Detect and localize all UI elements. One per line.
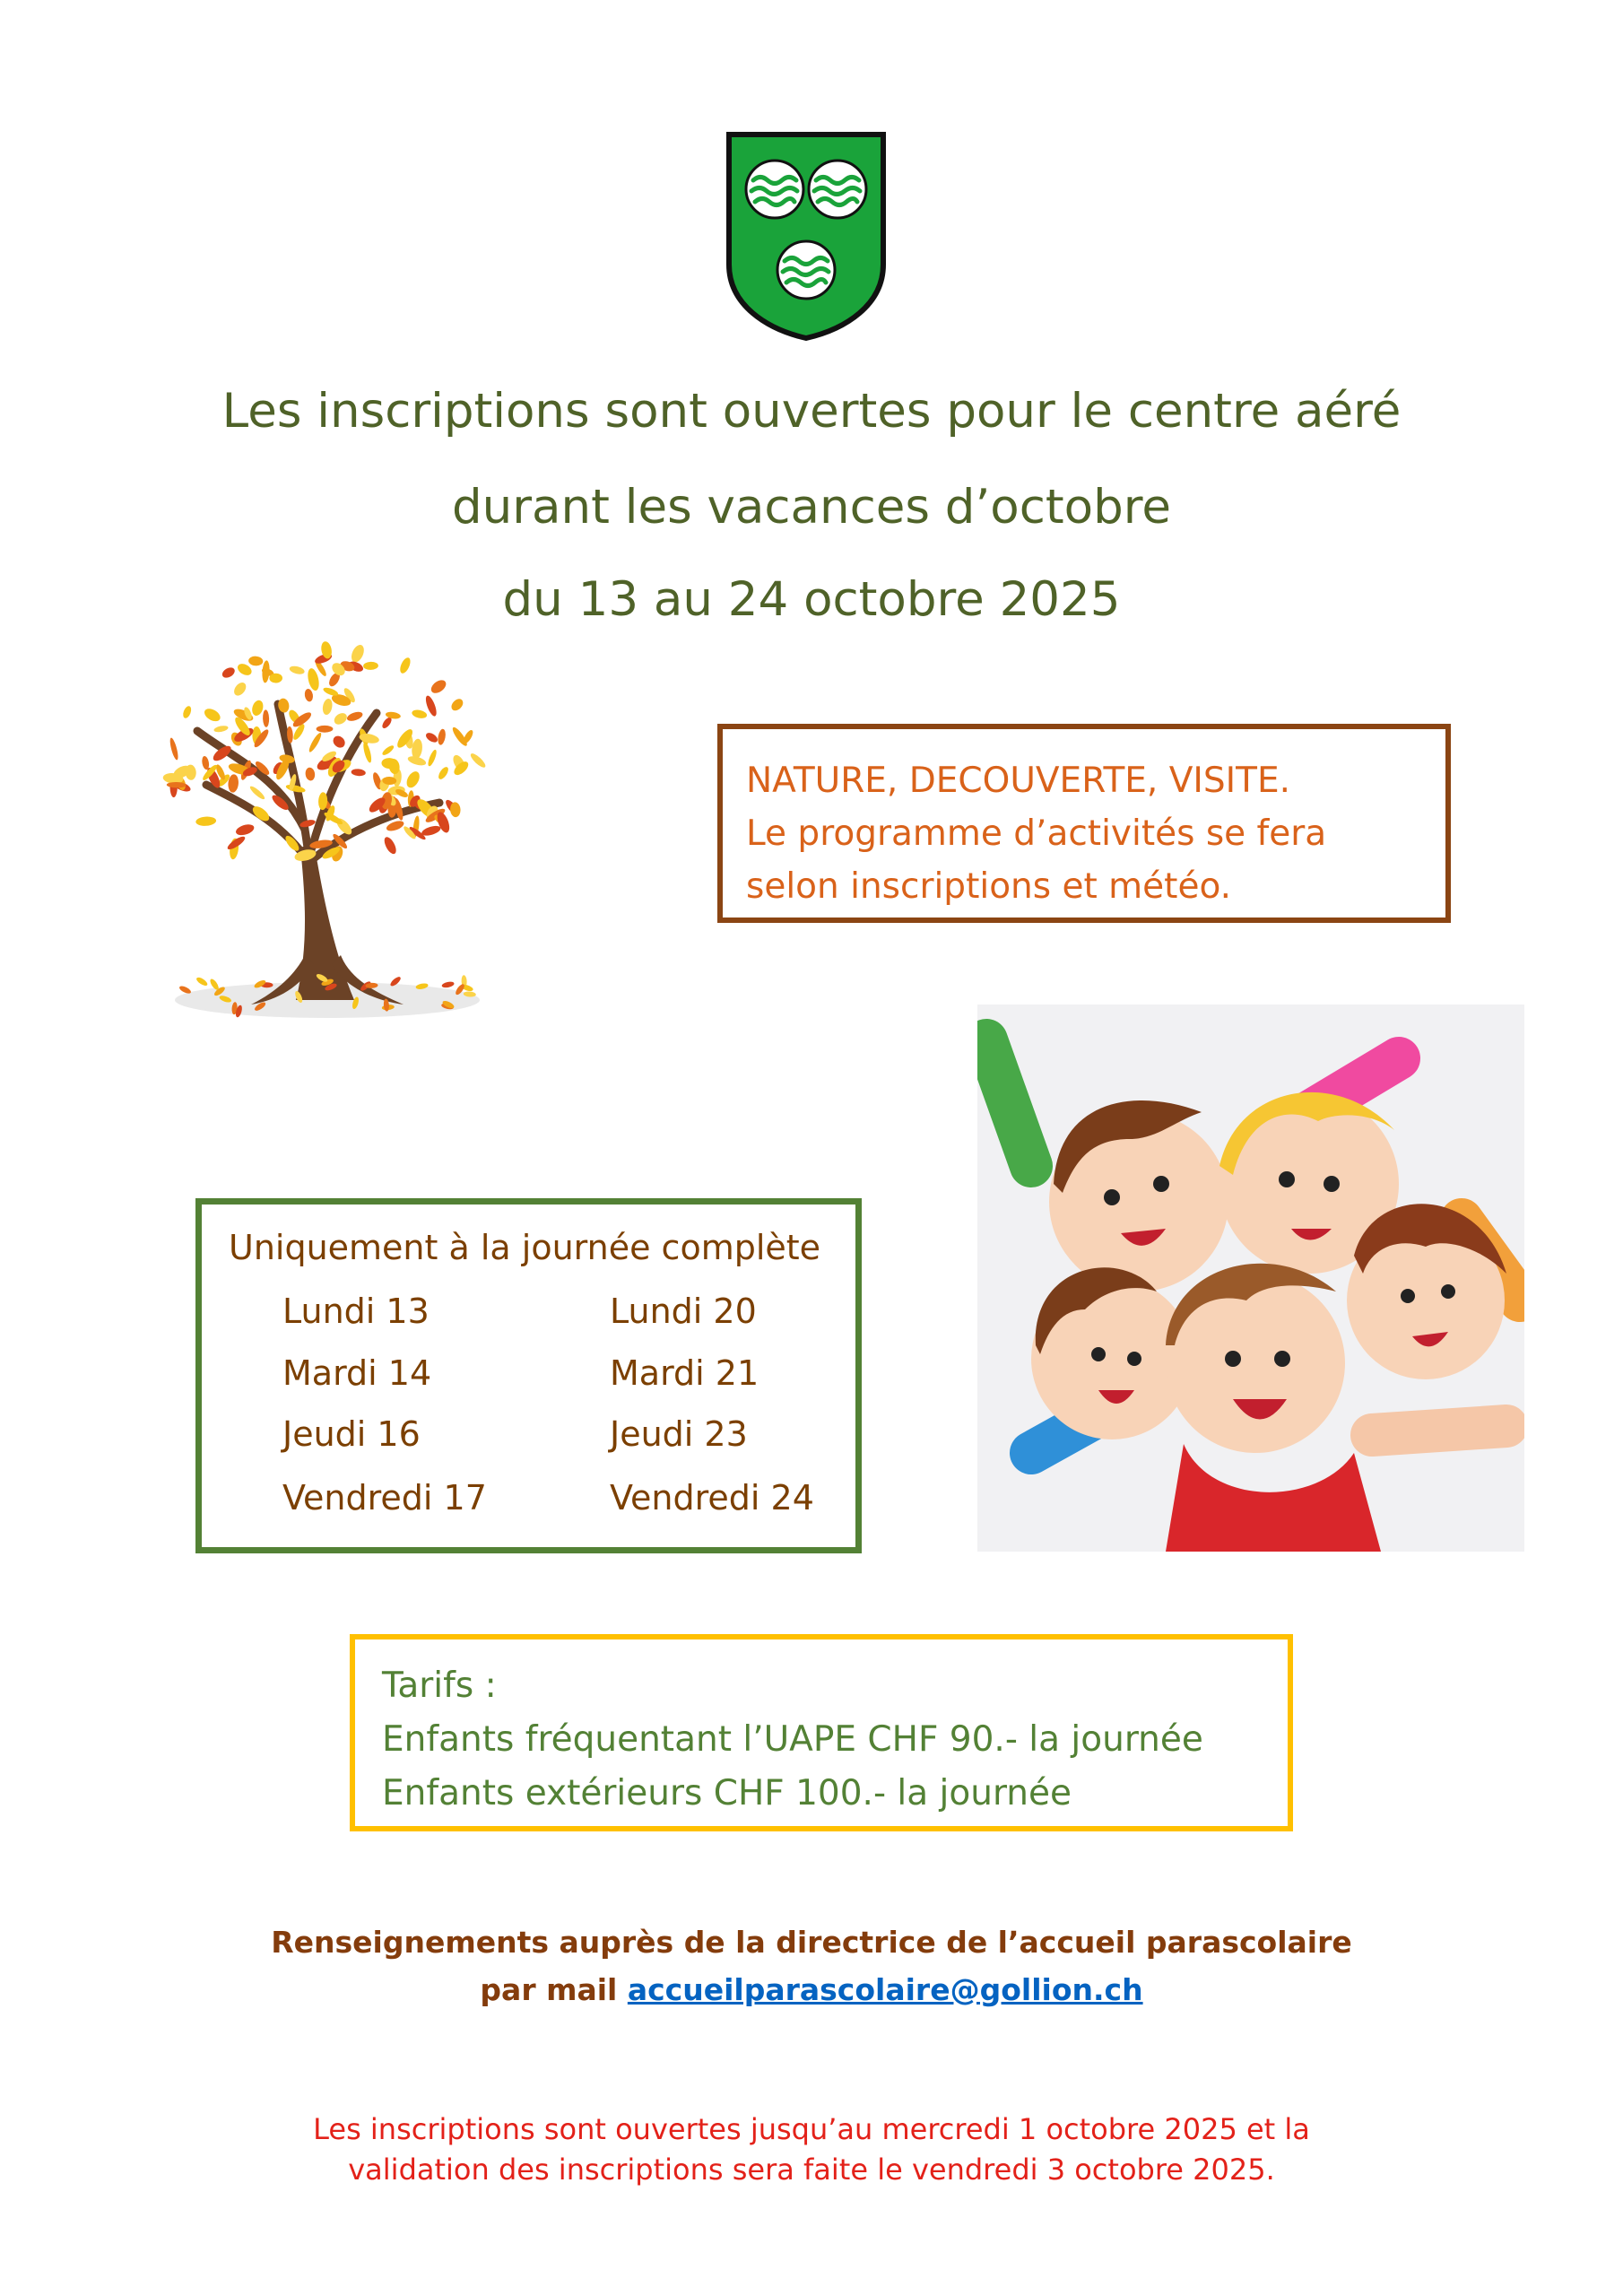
leaf-icon (250, 699, 265, 717)
leaf-icon (263, 709, 270, 727)
leaf-icon (362, 741, 373, 763)
leaf-icon (248, 656, 264, 666)
leaf-icon (289, 665, 306, 675)
leaf-icon (469, 752, 488, 770)
email-link[interactable]: accueilparascolaire@gollion.ch (627, 1972, 1143, 2007)
leaf-icon (248, 785, 266, 801)
leaf-icon (349, 643, 366, 665)
schedule-heading: Uniquement à la journée complète (229, 1228, 821, 1267)
leaf-icon (429, 677, 448, 695)
schedule-box (195, 1198, 862, 1553)
leaf-icon (213, 725, 229, 733)
autumn-tree-illustration (143, 623, 511, 1036)
schedule-day: Vendredi 24 (610, 1478, 814, 1518)
deadline-line-1: Les inscriptions sont ouvertes jusqu’au mercredi 1 octobre 2025 et la (313, 2112, 1310, 2146)
activities-box (717, 724, 1451, 923)
activities-line-3: selon inscriptions et météo. (746, 866, 1232, 907)
fallen-leaf-icon (441, 981, 455, 989)
leaf-icon (231, 681, 248, 699)
leaf-icon (305, 767, 316, 781)
tarifs-external-line: Enfants extérieurs CHF 100.- la journée (382, 1773, 1072, 1813)
schedule-day: Jeudi 23 (610, 1414, 748, 1454)
title-line-3: du 13 au 24 octobre 2025 (502, 572, 1121, 627)
children-circle-illustration (977, 1004, 1524, 1552)
leaf-icon (317, 726, 334, 733)
leaf-icon (169, 737, 179, 761)
leaf-icon (449, 697, 465, 713)
leaf-icon (262, 660, 271, 683)
leaf-icon (304, 688, 314, 702)
schedule-day: Mardi 21 (610, 1353, 759, 1393)
info-line-1: Renseignements auprès de la directrice de l’accueil parascolaire (271, 1925, 1352, 1960)
leaf-icon (424, 731, 439, 744)
tarifs-uape-line: Enfants fréquentant l’UAPE CHF 90.- la journée (382, 1719, 1203, 1760)
leaf-icon (308, 732, 324, 753)
schedule-day: Mardi 14 (282, 1353, 432, 1393)
leaf-icon (203, 706, 222, 724)
leaf-icon (306, 667, 321, 691)
leaf-icon (221, 665, 237, 680)
leaf-icon (363, 662, 378, 671)
leaf-icon (398, 657, 412, 675)
schedule-day: Vendredi 17 (282, 1478, 487, 1518)
leaf-icon (381, 744, 395, 756)
leaf-icon (382, 835, 398, 856)
deadline-line-2: validation des inscriptions sera faite le vendredi 3 octobre 2025. (348, 2152, 1275, 2187)
activities-line-2: Le programme d’activités se fera (746, 813, 1327, 854)
tarifs-box (350, 1634, 1293, 1831)
leaf-icon (437, 728, 447, 745)
leaf-icon (351, 769, 366, 777)
leaf-icon (332, 710, 349, 726)
leaf-icon (331, 734, 347, 750)
schedule-day: Lundi 13 (282, 1292, 430, 1331)
info-mail-prefix: par mail (480, 1972, 628, 2007)
leaf-icon (404, 770, 422, 790)
fallen-leaf-icon (195, 976, 209, 987)
leaf-icon (411, 709, 427, 719)
municipal-crest-logo (725, 130, 888, 342)
activities-line-1: NATURE, DECOUVERTE, VISITE. (746, 761, 1291, 801)
title-line-2: durant les vacances d’octobre (452, 480, 1171, 535)
leaf-icon (427, 749, 438, 767)
info-line-2 (0, 1972, 1623, 2007)
title-line-1: Les inscriptions sont ouvertes pour le centre aéré (221, 384, 1402, 439)
schedule-day: Lundi 20 (610, 1292, 757, 1331)
tarifs-heading: Tarifs : (382, 1665, 497, 1706)
leaf-icon (346, 710, 364, 723)
leaf-icon (195, 816, 216, 827)
leaf-icon (321, 698, 333, 716)
leaf-icon (437, 765, 450, 780)
leaf-icon (182, 705, 193, 719)
leaf-icon (235, 822, 256, 837)
schedule-day: Jeudi 16 (282, 1414, 421, 1454)
